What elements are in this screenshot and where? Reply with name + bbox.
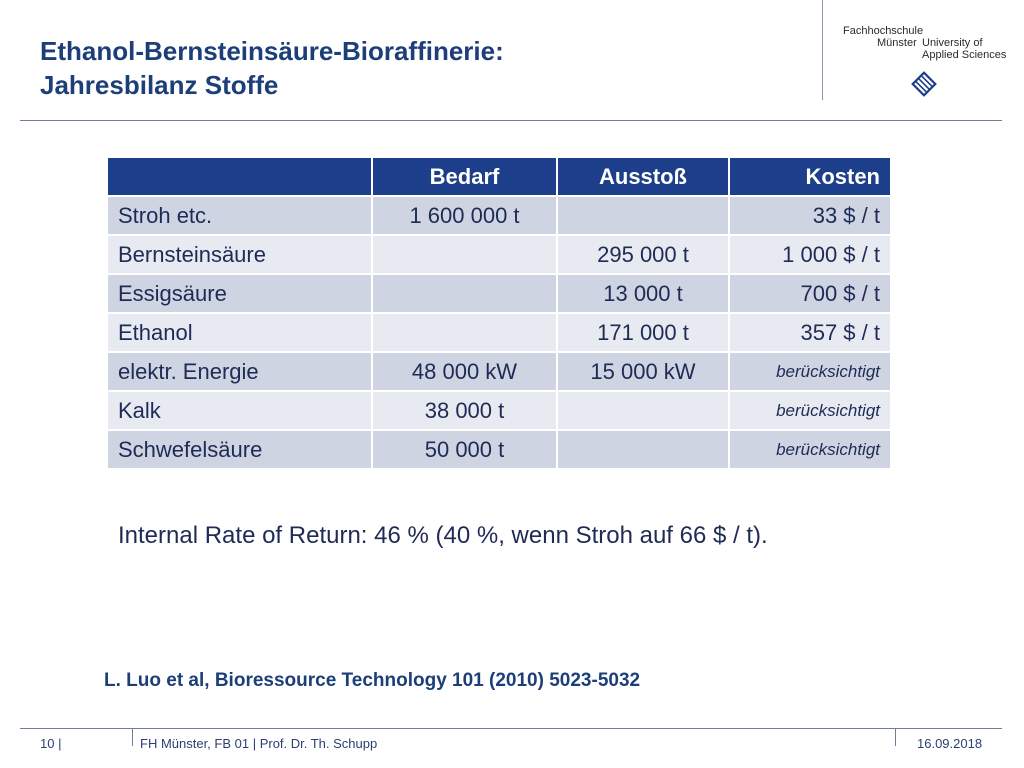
footer-date: 16.09.2018	[917, 736, 983, 751]
header-cell-kosten: Kosten	[730, 158, 890, 195]
page-number: 10 |	[40, 736, 62, 751]
cell-ausstoss: 171 000 t	[558, 314, 728, 351]
cell-ausstoss: 15 000 kW	[558, 353, 728, 390]
table-row	[108, 431, 890, 468]
cell-bedarf: 1 600 000 t	[373, 197, 556, 234]
table-row	[108, 197, 890, 234]
footer-separator	[132, 728, 133, 746]
table-header-row	[108, 158, 890, 195]
slide-title-line2: Jahresbilanz Stoffe	[40, 70, 279, 100]
balance-table	[106, 156, 892, 470]
cell-material: Schwefelsäure	[108, 431, 371, 468]
cell-ausstoss	[558, 392, 728, 429]
header-divider	[822, 0, 823, 100]
cell-kosten: 1 000 $ / t	[730, 236, 890, 273]
cell-kosten: 357 $ / t	[730, 314, 890, 351]
cell-material: Kalk	[108, 392, 371, 429]
cell-kosten: berücksichtigt	[730, 392, 890, 429]
cell-bedarf: 38 000 t	[373, 392, 556, 429]
cell-bedarf	[373, 314, 556, 351]
cell-bedarf	[373, 236, 556, 273]
cell-material: Essigsäure	[108, 275, 371, 312]
cell-ausstoss: 13 000 t	[558, 275, 728, 312]
footer-separator	[895, 728, 896, 746]
cell-material: Bernsteinsäure	[108, 236, 371, 273]
table-row	[108, 392, 890, 429]
logo-muenster: Münster	[877, 37, 917, 49]
footer-divider	[20, 728, 1002, 729]
cell-kosten: 33 $ / t	[730, 197, 890, 234]
table-row	[108, 275, 890, 312]
university-logo-icon	[909, 69, 939, 99]
logo-fachhochschule: Fachhochschule	[843, 25, 924, 37]
footer-institution: FH Münster, FB 01 | Prof. Dr. Th. Schupp	[140, 736, 378, 751]
logo-university: University of	[922, 37, 983, 49]
cell-ausstoss	[558, 197, 728, 234]
cell-ausstoss: 295 000 t	[558, 236, 728, 273]
cell-bedarf: 48 000 kW	[373, 353, 556, 390]
header-cell-empty	[108, 158, 371, 195]
header-cell-bedarf: Bedarf	[373, 158, 556, 195]
table-row	[108, 236, 890, 273]
cell-bedarf: 50 000 t	[373, 431, 556, 468]
cell-kosten: berücksichtigt	[730, 353, 890, 390]
table-row	[108, 353, 890, 390]
logo-applied-sciences: Applied Sciences	[922, 49, 1007, 61]
table-row	[108, 314, 890, 351]
cell-material: elektr. Energie	[108, 353, 371, 390]
slide-title	[40, 34, 504, 102]
cell-ausstoss	[558, 431, 728, 468]
cell-bedarf	[373, 275, 556, 312]
cell-kosten: 700 $ / t	[730, 275, 890, 312]
literature-reference: L. Luo et al, Bioressource Technology 101 (2010) 5023-5032	[104, 670, 641, 691]
irr-statement: Internal Rate of Return: 46 % (40 %, wenn Stroh auf 66 $ / t).	[118, 522, 768, 549]
title-divider	[20, 120, 1002, 121]
cell-material: Ethanol	[108, 314, 371, 351]
cell-material: Stroh etc.	[108, 197, 371, 234]
header-cell-ausstoss: Ausstoß	[558, 158, 728, 195]
slide-title-line1: Ethanol-Bernsteinsäure-Bioraffinerie:	[40, 36, 504, 66]
cell-kosten: berücksichtigt	[730, 431, 890, 468]
